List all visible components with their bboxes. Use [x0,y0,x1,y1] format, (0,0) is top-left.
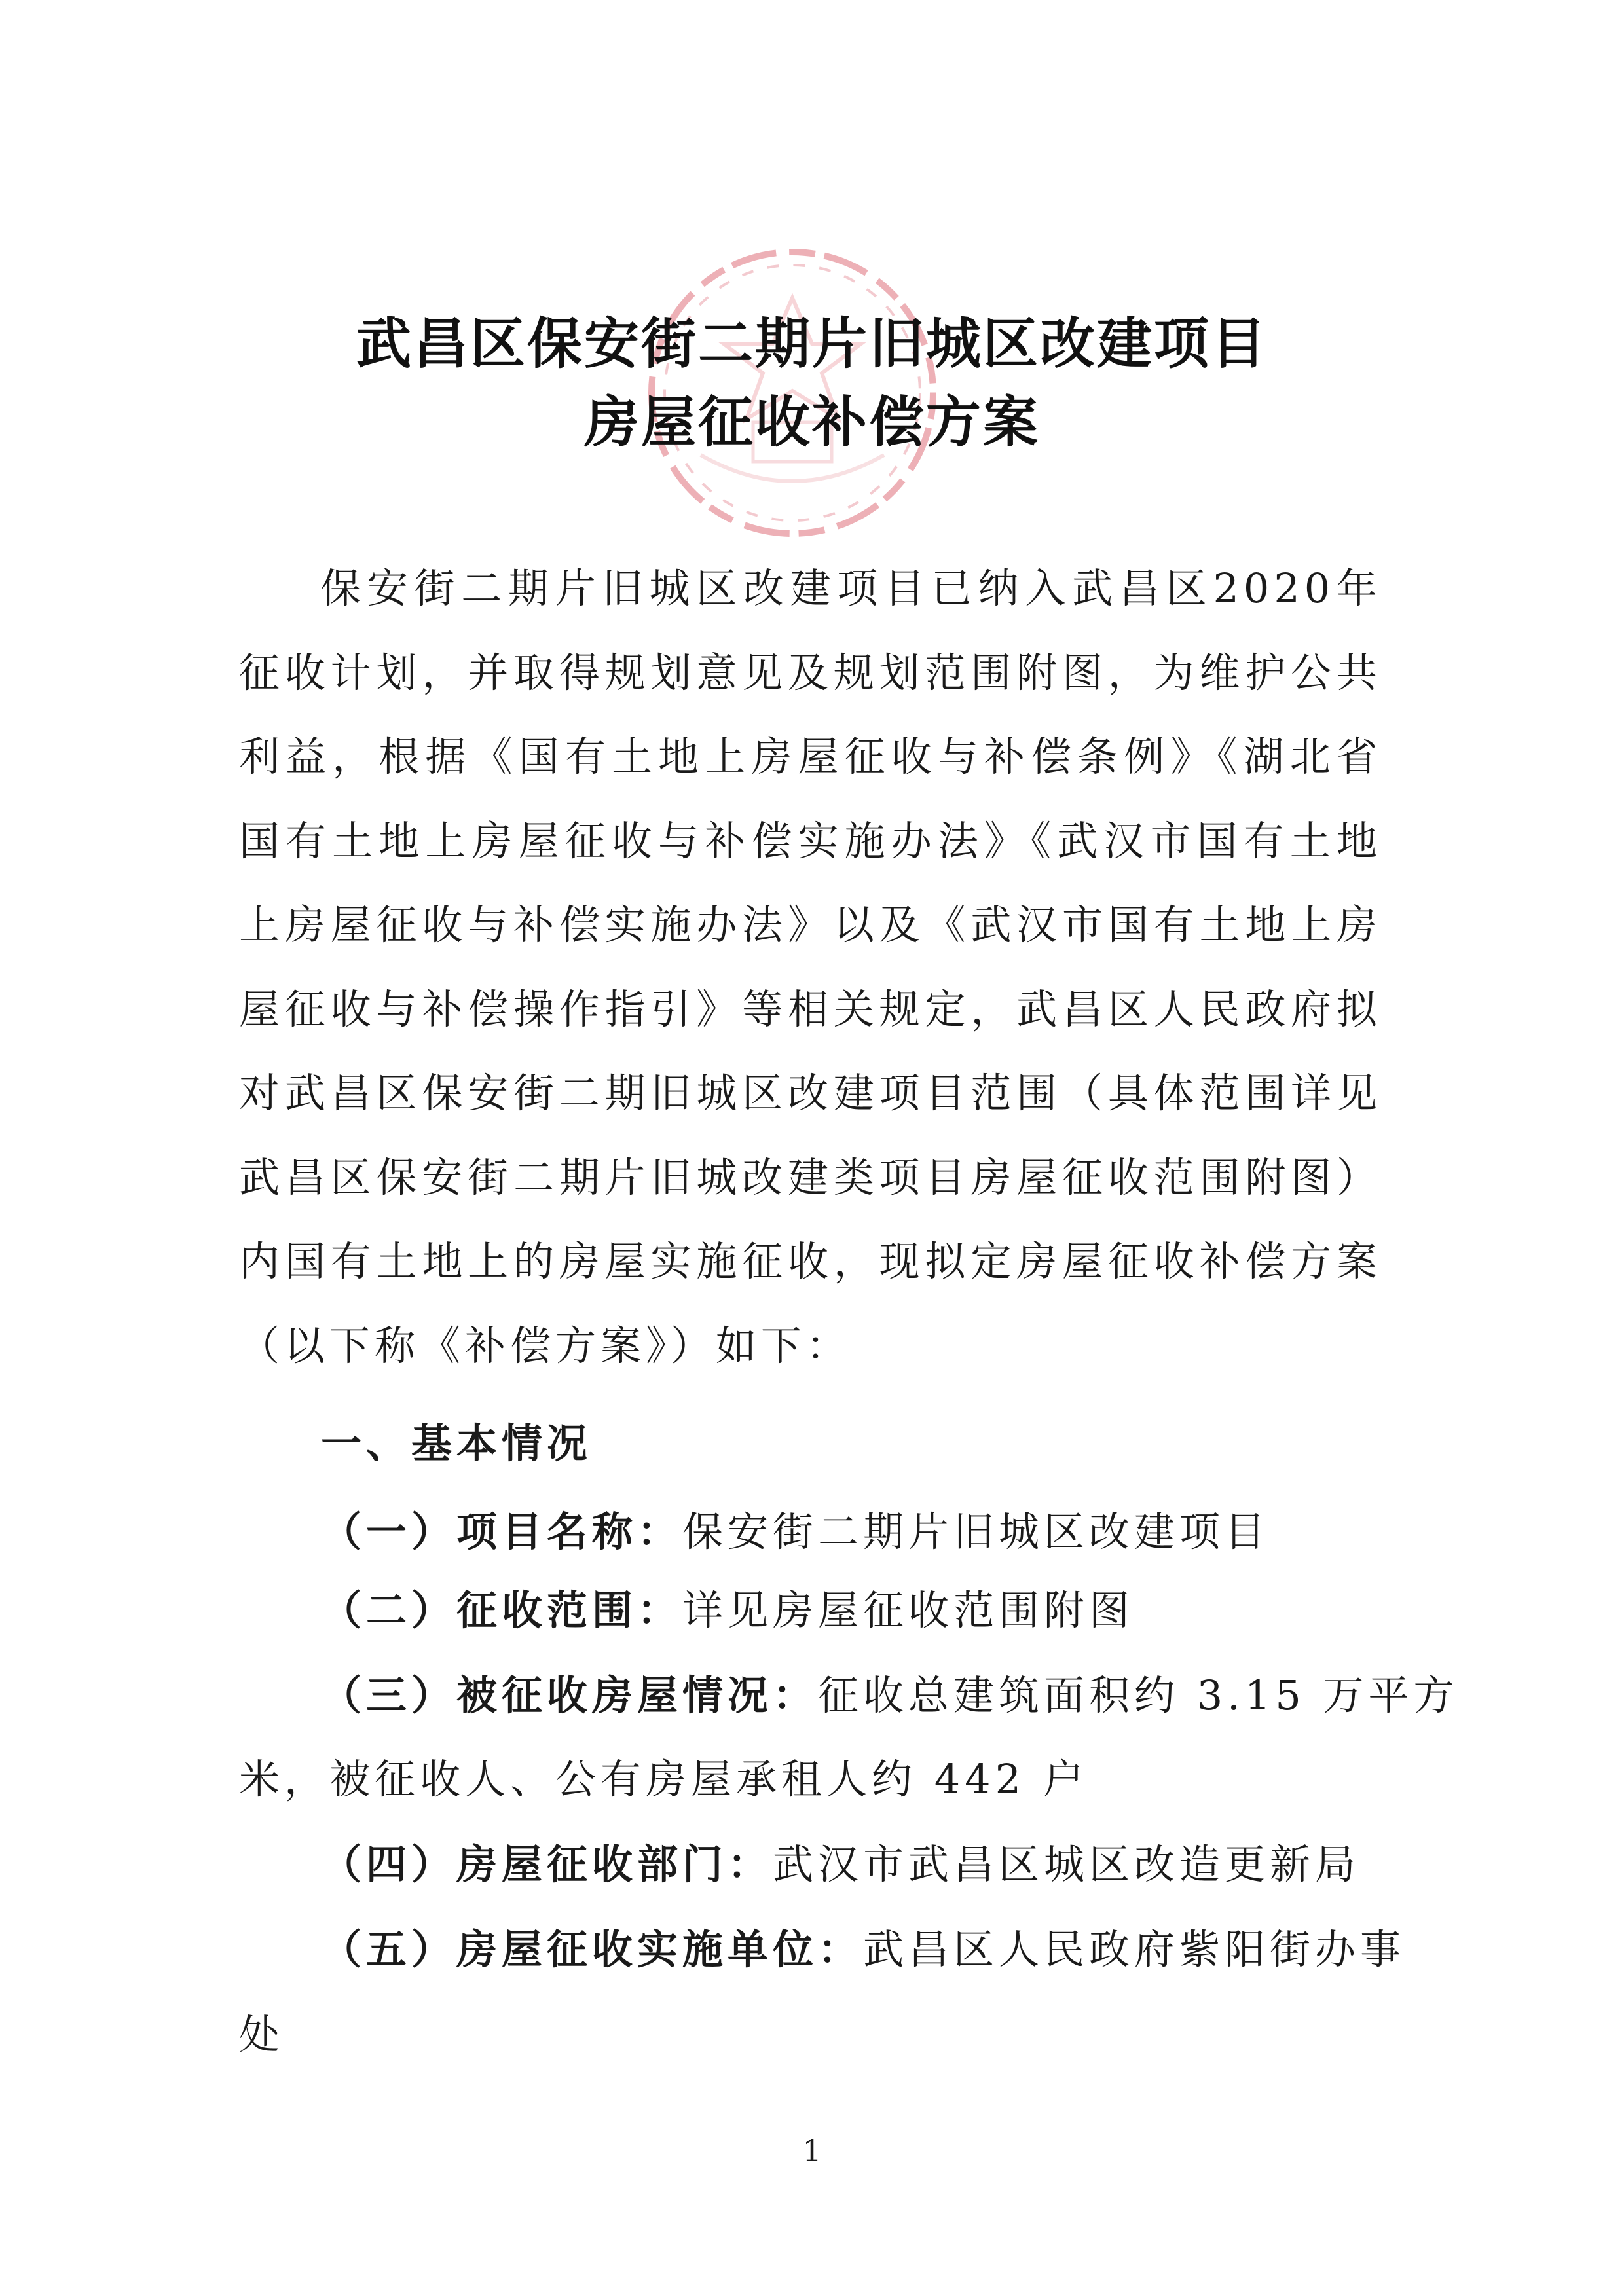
item-text: 征收总建筑面积约 3.15 万平方 [818,1671,1459,1719]
document-title-line1: 武昌区保安街二期片旧城区改建项目 [356,312,1268,376]
item-project-name [321,1506,1270,1558]
document-title-line2: 房屋征收补偿方案 [583,390,1040,454]
item-housing-info [321,1669,1458,1722]
item-text: 保安街二期片旧城区改建项目 [682,1508,1270,1556]
item-label: （一）项目名称： [321,1508,683,1556]
item-label: （四）房屋征收部门： [321,1840,773,1888]
item-text: 武昌区人民政府紫阳街办事 [863,1925,1406,1973]
item-label: （三）被征收房屋情况： [321,1671,819,1719]
item-implementing-unit [321,1923,1405,1976]
page-number: 1 [802,2133,822,2168]
section-heading: 一、基本情况 [321,1419,593,1467]
item-label: （二）征收范围： [321,1586,683,1634]
item-implementing-unit-continuation: 处 [239,2011,285,2058]
item-text: 详见房屋征收范围附图 [682,1586,1135,1634]
item-scope [321,1584,1134,1637]
item-text: 武汉市武昌区城区改造更新局 [773,1840,1361,1888]
item-label: （五）房屋征收实施单位： [321,1925,864,1973]
item-housing-info-continuation: 米，被征收人、公有房屋承租人约 442 户 [239,1755,1088,1803]
intro-paragraph: 保安街二期片旧城区改建项目已纳入武昌区2020年征收计划，并取得规划意见及规划范围附图，为维护公共利益，根据《国有土地上房屋征收与补偿条例》《湖北省国有土地上房屋征收与补偿实施办法》《武汉市国有土地上房屋征收与补偿实施办法》以及《武汉市国有土地上房屋征收与补偿操作指引》等相关规定，武昌区人民政府拟对武昌区保安街二期旧城区改建项目范围（具体范围详见武昌区保安街二期片旧城改建类项目房屋征收范围附图）内国有土地上的房屋实施征收，现拟定房屋征收补偿方案（以下称《补偿方案》）如下： [239,564,1382,1370]
item-department [321,1838,1360,1891]
